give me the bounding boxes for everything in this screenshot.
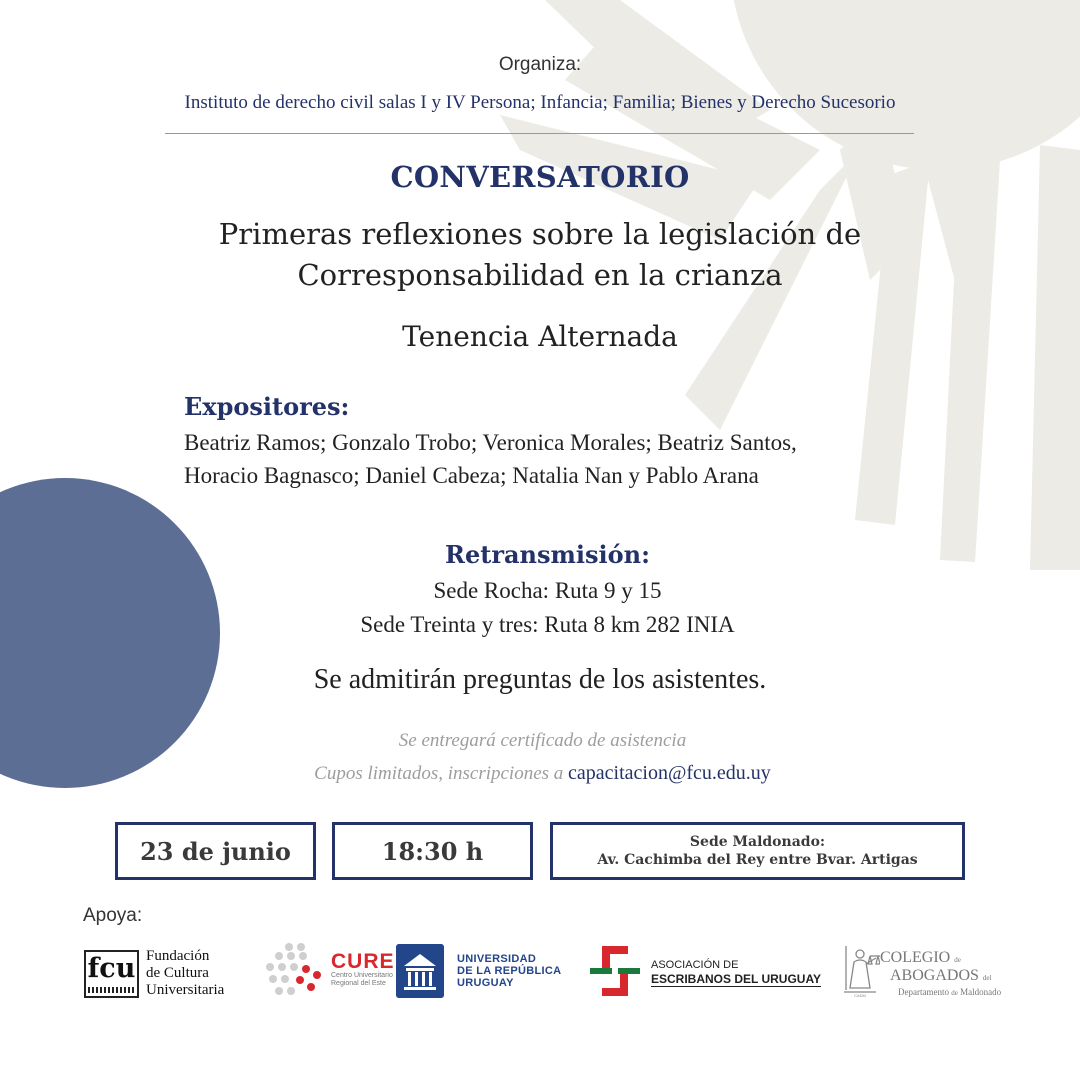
- cam-line2: [880, 968, 1001, 986]
- cam-w2s: del: [982, 974, 992, 982]
- header-divider: [165, 133, 914, 134]
- cam-name: [880, 950, 1001, 999]
- questions-note: Se admitirán preguntas de los asistentes.: [313, 664, 767, 695]
- registration-email-link[interactable]: capacitacion@fcu.edu.uy: [568, 762, 771, 784]
- date-box: 23 de junio: [115, 822, 316, 880]
- speakers-line2: Horacio Bagnasco; Daniel Cabeza; Natalia Nan y Pablo Arana: [184, 463, 759, 488]
- cam-line1: [880, 950, 1001, 968]
- fcu-name-line3: Universitaria: [146, 982, 225, 998]
- event-type: CONVERSATORIO: [390, 160, 690, 194]
- cure-dots-icon: [265, 942, 325, 1000]
- event-subtitle: Tenencia Alternada: [402, 320, 678, 353]
- certificate-note: Se entregará certificado de asistencia: [398, 730, 687, 751]
- speakers-heading: Expositores:: [184, 392, 350, 421]
- aeu-line2: ESCRIBANOS DEL URUGUAY: [651, 972, 822, 986]
- broadcast-rocha: Sede Rocha: Ruta 9 y 15: [433, 578, 662, 603]
- event-title-line2: Corresponsabilidad en la crianza: [297, 258, 783, 292]
- broadcast-treinta-y-tres: Sede Treinta y tres: Ruta 8 km 282 INIA: [360, 612, 735, 637]
- organiza-label: Organiza:: [498, 54, 582, 75]
- organizer-institute: Instituto de derecho civil salas I y IV Persona; Infancia; Familia; Bienes y Derecho Sucesorio: [184, 92, 896, 113]
- udelar-seal-icon: [396, 944, 444, 998]
- cam-w1: COLEGIO: [880, 949, 951, 966]
- udelar-name: [457, 953, 561, 989]
- fcu-logo: fcu: [84, 950, 139, 998]
- cam-w3s: de: [951, 989, 958, 997]
- registration-note: [0, 762, 1080, 785]
- time-box: 18:30 h: [332, 822, 533, 880]
- aeu-name: [651, 958, 821, 987]
- udelar-line3: URUGUAY: [457, 977, 514, 989]
- speakers-list: [184, 426, 1014, 492]
- udelar-line1: UNIVERSIDAD: [457, 953, 537, 965]
- cure-sub-line1: Centro Universitario: [331, 972, 393, 979]
- cure-name: CURE: [331, 950, 395, 973]
- cure-sub-line2: Regional del Este: [331, 980, 386, 987]
- cam-w3: Departamento: [898, 987, 949, 997]
- venue-line2: Av. Cachimba del Rey entre Bvar. Artigas: [597, 852, 918, 868]
- aeu-line1: ASOCIACIÓN DE: [651, 959, 739, 971]
- aeu-logo-icon: [590, 944, 640, 998]
- fcu-name: [146, 948, 224, 999]
- cam-line3: [880, 986, 1001, 999]
- fcu-name-line1: Fundación: [146, 948, 210, 964]
- cam-w4: Maldonado: [960, 987, 1002, 997]
- cam-w2: ABOGADOS: [890, 967, 979, 984]
- venue-line1: Sede Maldonado:: [689, 834, 826, 850]
- cam-w1s: de: [954, 956, 961, 964]
- event-title-line1: Primeras reflexiones sobre la legislación de: [218, 217, 862, 251]
- registration-text: Cupos limitados, inscripciones a: [314, 763, 569, 784]
- cure-subtitle: [331, 972, 393, 988]
- broadcast-heading: Retransmisión:: [445, 540, 650, 569]
- sponsors-label: Apoya:: [83, 905, 143, 926]
- cam-seal-text: CADM: [854, 993, 866, 998]
- event-title: [0, 214, 1080, 296]
- venue-box: [550, 822, 965, 880]
- udelar-line2: DE LA REPÚBLICA: [457, 965, 562, 977]
- fcu-name-line2: de Cultura: [146, 965, 209, 981]
- speakers-line1: Beatriz Ramos; Gonzalo Trobo; Veronica Morales; Beatriz Santos,: [184, 430, 797, 455]
- justice-figure-icon: [840, 942, 880, 998]
